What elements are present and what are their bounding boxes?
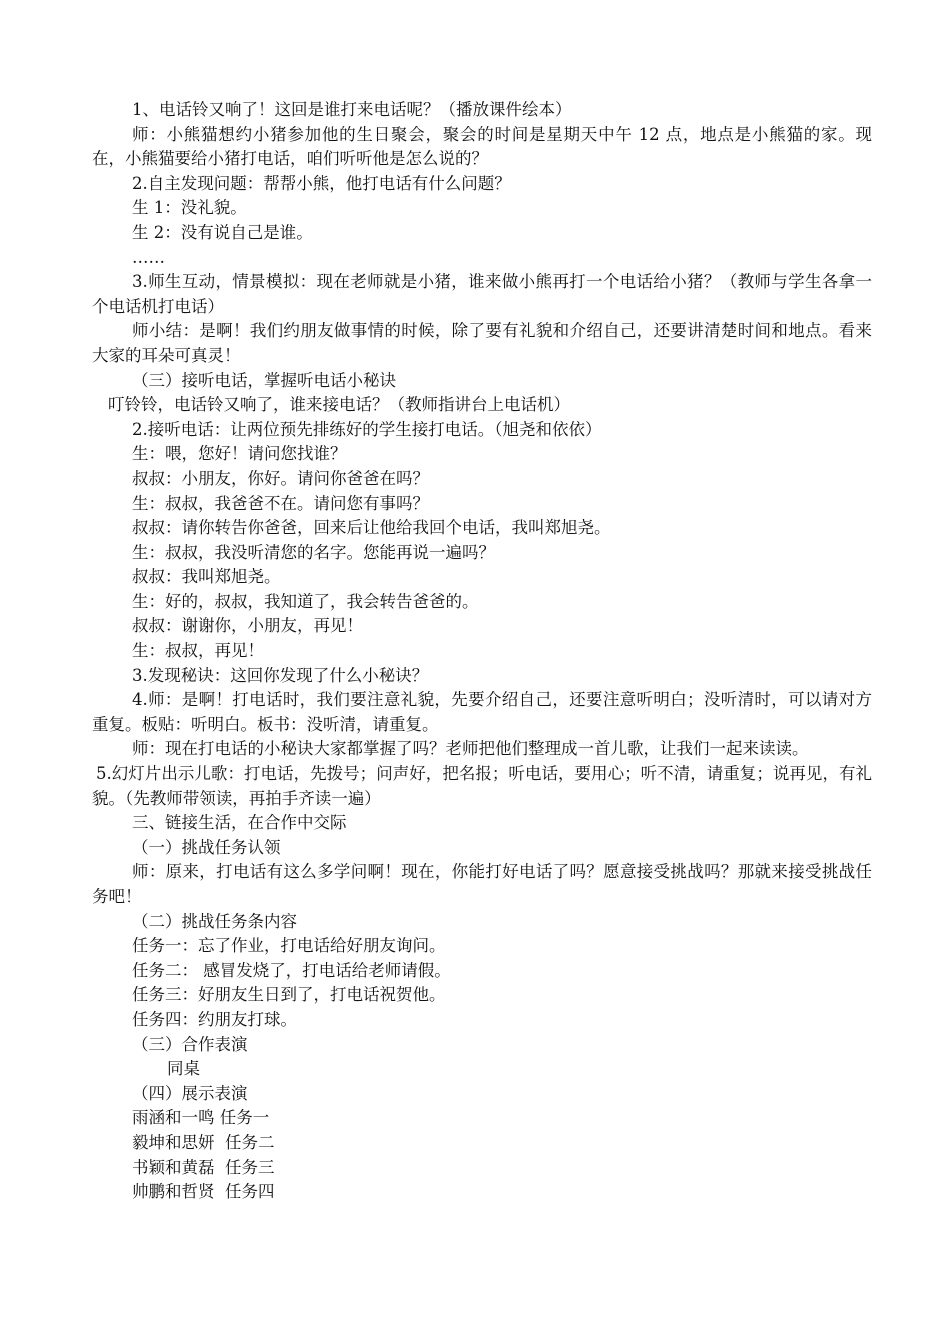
paragraph: 叮铃铃，电话铃又响了，谁来接电话？（教师指讲台上电话机）	[108, 395, 570, 415]
paragraph: 生 1：没礼貌。	[132, 198, 247, 218]
dialogue-line: 生：喂，您好！请问您找谁？	[132, 444, 347, 464]
section-heading: 三、链接生活，在合作中交际	[132, 813, 347, 833]
section-heading: （三）接听电话，掌握听电话小秘诀	[132, 370, 396, 390]
subsection-heading: （三）合作表演	[132, 1034, 248, 1054]
paragraph: 3.师生互动，情景模拟：现在老师就是小猪，谁来做小熊再打一个电话给小猪？（教师与学生各拿一个电话机打电话）	[92, 272, 872, 316]
paragraph: 师小结：是啊！我们约朋友做事情的时候，除了要有礼貌和介绍自己，还要讲清楚时间和地点。看来大家的耳朵可真灵！	[92, 321, 872, 365]
dialogue-line: 生：好的，叔叔，我知道了，我会转告爸爸的。	[132, 591, 479, 611]
task-item: 任务二： 感冒发烧了，打电话给老师请假。	[132, 960, 451, 980]
paragraph: 1、电话铃又响了！这回是谁打来电话呢？（播放课件绘本）	[132, 100, 572, 119]
dialogue-line: 生：叔叔，再见！	[132, 641, 264, 661]
paragraph: 2.自主发现问题：帮帮小熊，他打电话有什么问题？	[132, 173, 511, 193]
paragraph: 5.幻灯片出示儿歌：打电话，先拨号；问声好，把名报；听电话，要用心；听不清，请重复；说再见，有礼貌。（先教师带领读，再拍手齐读一遍）	[92, 764, 872, 808]
dialogue-line: 叔叔：我叫郑旭尧。	[132, 567, 281, 587]
paragraph: 4.师：是啊！打电话时，我们要注意礼貌，先要介绍自己，还要注意听明白；没听清时，可以请对方重复。板贴：听明白。板书：没听清，请重复。	[92, 690, 872, 734]
subsection-heading: （一）挑战任务认领	[132, 837, 281, 857]
paragraph: 3.发现秘诀：这回你发现了什么小秘诀？	[132, 665, 429, 685]
performance-pair: 书颖和黄磊 任务三	[132, 1157, 275, 1177]
task-item: 任务三：好朋友生日到了，打电话祝贺他。	[132, 985, 446, 1005]
paragraph: ……	[132, 247, 165, 267]
dialogue-line: 叔叔：小朋友，你好。请问你爸爸在吗？	[132, 468, 429, 488]
dialogue-line: 生：叔叔，我爸爸不在。请问您有事吗？	[132, 493, 429, 513]
subsection-heading: （四）展示表演	[132, 1083, 248, 1103]
dialogue-line: 叔叔：请你转告你爸爸，回来后让他给我回个电话，我叫郑旭尧。	[132, 518, 611, 538]
document-body	[92, 98, 872, 1205]
paragraph: 师：现在打电话的小秘诀大家都掌握了吗？老师把他们整理成一首儿歌，让我们一起来读读。	[132, 739, 809, 759]
task-item: 任务四：约朋友打球。	[132, 1009, 297, 1029]
task-item: 任务一：忘了作业，打电话给好朋友询问。	[132, 936, 446, 956]
paragraph: 师：小熊猫想约小猪参加他的生日聚会，聚会的时间是星期天中午 12 点，地点是小熊猫的家。现在，小熊猫要给小猪打电话，咱们听听他是怎么说的？	[92, 124, 872, 169]
dialogue-line: 叔叔：谢谢你，小朋友，再见！	[132, 616, 363, 636]
performance-pair: 雨涵和一鸣 任务一	[132, 1108, 270, 1128]
subsection-heading: （二）挑战任务条内容	[132, 911, 297, 931]
paragraph: 师：原来，打电话有这么多学问啊！现在，你能打好电话了吗？愿意接受挑战吗？那就来接受挑战任务吧！	[92, 862, 872, 906]
paragraph: 2.接听电话：让两位预先排练好的学生接打电话。（旭尧和依依）	[132, 419, 602, 439]
paragraph: 同桌	[167, 1059, 200, 1079]
performance-pair: 毅坤和思妍 任务二	[132, 1132, 275, 1152]
paragraph: 生 2：没有说自己是谁。	[132, 222, 313, 242]
dialogue-line: 生：叔叔，我没听清您的名字。您能再说一遍吗？	[132, 542, 495, 562]
performance-pair: 帅鹏和哲贤 任务四	[132, 1182, 275, 1202]
